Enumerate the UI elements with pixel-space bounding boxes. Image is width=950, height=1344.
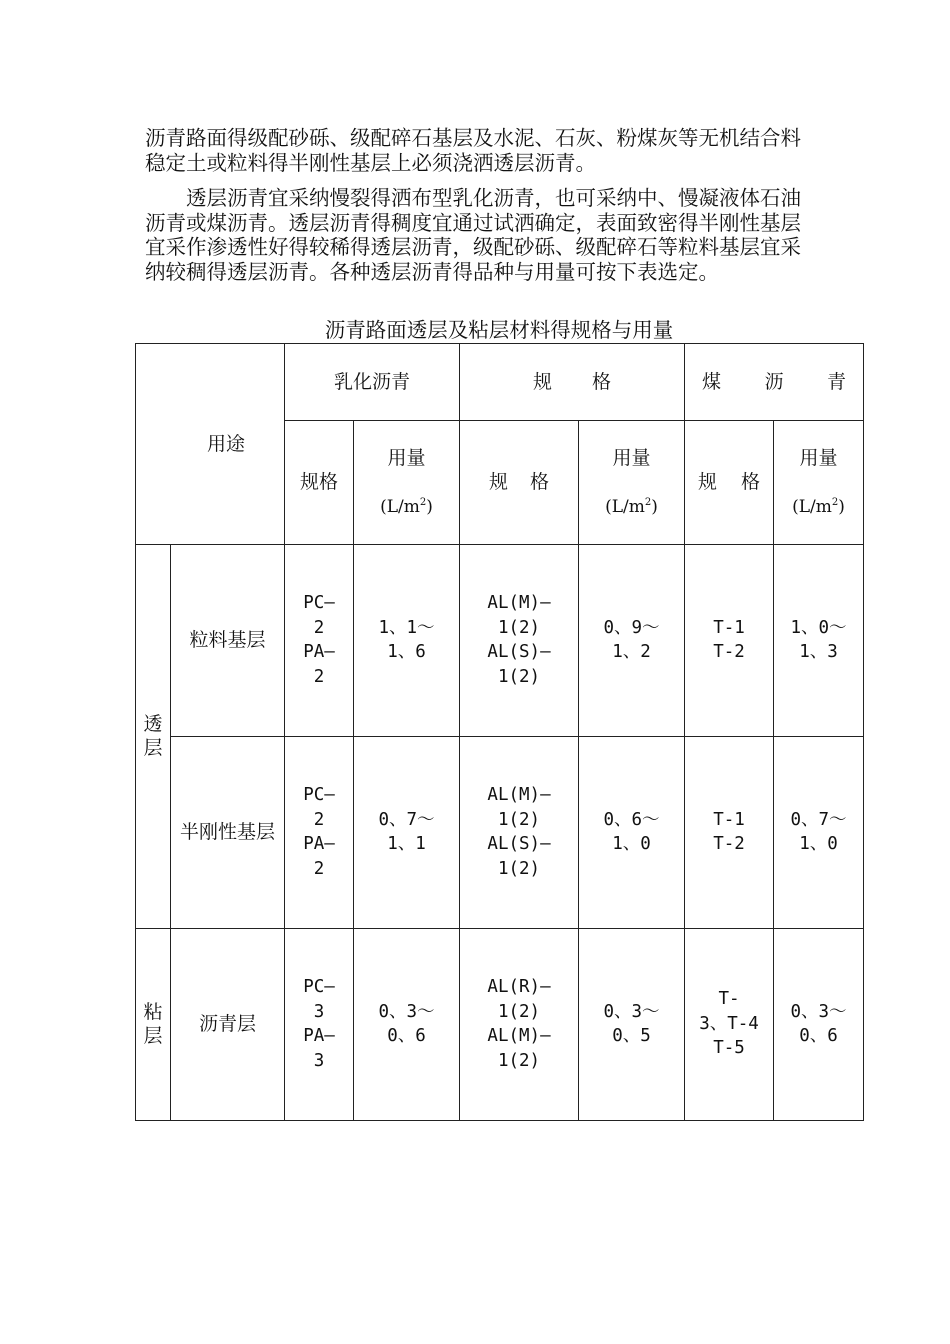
unit-suffix: ) — [651, 496, 658, 517]
tack-coat-group-label: 粘层 — [136, 928, 171, 1120]
table-row — [136, 544, 864, 736]
coal-header-char-1: 煤 — [702, 370, 722, 393]
coal-spec-header — [685, 421, 774, 545]
coal-spec-cell: T-1 T-2 — [685, 736, 774, 928]
unit-prefix: (L/m — [792, 496, 832, 517]
table-caption: 沥青路面透层及粘层材料得规格与用量 — [324, 318, 674, 342]
amount-unit — [357, 495, 456, 520]
prime-coat-group-label: 透层 — [136, 544, 171, 928]
liquid-spec-header — [460, 421, 579, 545]
amount-label: 用量 — [612, 446, 651, 469]
table-row — [136, 928, 864, 1120]
usage-header-char-2: 途 — [226, 432, 246, 455]
liquid-spec-char-2: 格 — [530, 471, 550, 493]
emul-spec-cell: PC— 3 PA— 3 — [285, 928, 354, 1120]
emul-amount-cell: 0、7～ 1、1 — [354, 736, 460, 928]
unit-prefix: (L/m — [605, 496, 645, 517]
usage-cell: 沥青层 — [171, 928, 285, 1120]
coal-spec-char-1: 规 — [698, 471, 718, 493]
coal-header — [685, 344, 864, 421]
liquid-header-char-1: 规 — [533, 370, 553, 393]
coal-header-char-2: 沥 — [764, 370, 784, 393]
coal-amount-cell: 0、7～ 1、0 — [774, 736, 864, 928]
usage-cell: 粒料基层 — [171, 544, 285, 736]
liquid-spec-cell: AL(M)— 1(2) AL(S)— 1(2) — [460, 736, 579, 928]
coal-amount-cell: 1、0～ 1、3 — [774, 544, 864, 736]
liquid-amount-cell: 0、9～ 1、2 — [579, 544, 685, 736]
amount-unit — [582, 495, 681, 520]
emul-spec-cell: PC— 2 PA— 2 — [285, 544, 354, 736]
header-row-groups — [136, 344, 864, 421]
amount-label: 用量 — [387, 446, 426, 469]
prime-coat-paragraph: 透层沥青宜采纳慢裂得洒布型乳化沥青，也可采纳中、慢凝液体石油沥青或煤沥青。透层沥青得稠度宜通过试洒确定，表面致密得半刚性基层宜采作渗透性好得较稀得透层沥青，级配砂砾、级配碎石等粒料基层宜采纳较稠得透层沥青。各种透层沥青得品种与用量可按下表选定。 — [145, 186, 801, 284]
table-row — [136, 736, 864, 928]
amount-unit — [777, 495, 860, 520]
unit-prefix: (L/m — [380, 496, 420, 517]
liquid-header — [460, 344, 685, 421]
usage-header-char-1: 用 — [207, 432, 227, 455]
liquid-header-char-2: 格 — [592, 370, 612, 393]
intro-paragraph: 沥青路面得级配砂砾、级配碎石基层及水泥、石灰、粉煤灰等无机结合料稳定土或粒料得半刚性基层上必须浇洒透层沥青。 — [145, 126, 801, 175]
liquid-spec-char-1: 规 — [489, 471, 509, 493]
coal-spec-cell: T-1 T-2 — [685, 544, 774, 736]
liquid-amount-header — [579, 421, 685, 545]
emulsified-header: 乳化沥青 — [285, 344, 460, 421]
liquid-spec-cell: AL(M)— 1(2) AL(S)— 1(2) — [460, 544, 579, 736]
usage-header — [136, 344, 285, 545]
unit-power: 2 — [831, 496, 839, 508]
emul-amount-header — [354, 421, 460, 545]
unit-suffix: ) — [838, 496, 845, 517]
unit-power: 2 — [644, 496, 652, 508]
emul-spec-header: 规格 — [285, 421, 354, 545]
liquid-amount-cell: 0、3～ 0、5 — [579, 928, 685, 1120]
coal-amount-header — [774, 421, 864, 545]
liquid-spec-cell: AL(R)— 1(2) AL(M)— 1(2) — [460, 928, 579, 1120]
amount-label: 用量 — [799, 446, 838, 469]
unit-power: 2 — [419, 496, 427, 508]
emul-amount-cell: 0、3～ 0、6 — [354, 928, 460, 1120]
coal-spec-cell: T- 3、T-4 T-5 — [685, 928, 774, 1120]
emul-spec-cell: PC— 2 PA— 2 — [285, 736, 354, 928]
emul-amount-cell: 1、1～ 1、6 — [354, 544, 460, 736]
liquid-amount-cell: 0、6～ 1、0 — [579, 736, 685, 928]
coal-spec-char-2: 格 — [741, 471, 761, 493]
usage-cell: 半刚性基层 — [171, 736, 285, 928]
unit-suffix: ) — [426, 496, 433, 517]
coal-header-char-3: 青 — [827, 370, 847, 393]
spec-table — [135, 343, 864, 1121]
coal-amount-cell: 0、3～ 0、6 — [774, 928, 864, 1120]
